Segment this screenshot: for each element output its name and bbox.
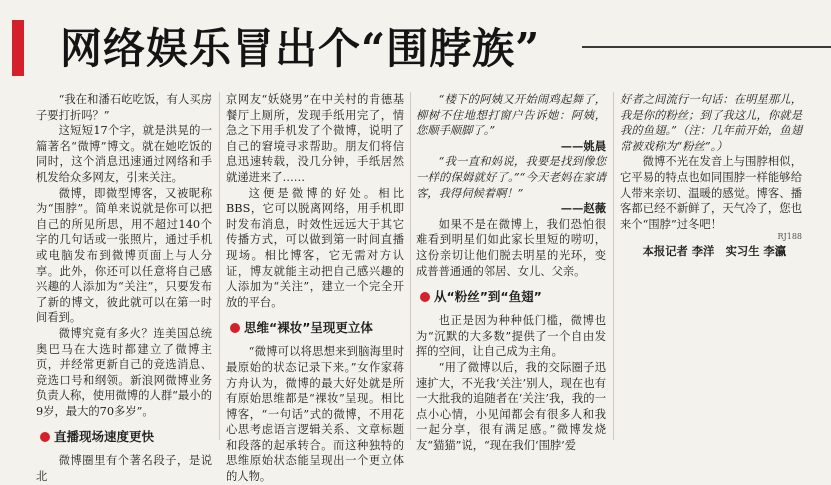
- quote-attribution: ——姚晨: [560, 138, 606, 153]
- paragraph: “微博可以将思想来到脑海里时最原始的状态记录下来。”女作家蒋方舟认为，微博的最大好处就是所有原始思维都是“裸妆”呈现。相比博客，“一句话”式的微博，不用花心思考虑语言逻辑关系、文章标题和段落的起承转合。而这种独特的思维原始状态能呈现出一个更立体的人物。: [226, 345, 404, 484]
- article-code: RJ188: [777, 232, 802, 242]
- quote: “楼下的阿姨又开始闹鸡起舞了，柳树不住地想打窗户告诉她：阿姨，您顺手顺脚了。”: [416, 93, 606, 138]
- subhead-thinking: [230, 319, 404, 337]
- subhead-fans: [420, 288, 606, 306]
- column-2: [226, 92, 404, 484]
- column-divider: [410, 92, 411, 440]
- subhead-live-broadcast: [40, 428, 212, 446]
- paragraph: 微博不光在发音上与围脖相似，它平易的特点也如同围脖一样能够给人带来亲切、温暖的感觉。博客、播客都已经不新鲜了，天气冷了，您也来个“围脖”过冬吧！: [620, 155, 802, 231]
- column-3: [416, 92, 606, 452]
- subhead-text: 从“粉丝”到“鱼翅”: [434, 289, 542, 305]
- paragraph: 如果不是在微博上，我们恐怕很难看到明星们如此家长里短的唠叨，这份亲切让他们脱去明星的光环，变成普普通通的邻居、女儿、父亲。: [416, 217, 606, 278]
- headline: 网络娱乐冒出个“围脖族”: [60, 24, 541, 73]
- paragraph: 微博圈里有个著名段子，是说北: [36, 454, 212, 484]
- paragraph: 这短短17个字，就是洪晃的一篇著名“微博”博文。就在她吃饭的同时，这个消息迅速通过网络和手机发给众多网友，引来关注。: [36, 124, 212, 184]
- column-divider: [219, 92, 220, 440]
- column-4: [620, 92, 802, 442]
- byline: 本报记者 李洋 实习生 李瀛: [642, 244, 787, 259]
- bullet-dot-icon: [40, 432, 50, 442]
- headline-rule: [582, 46, 831, 48]
- column-1: [36, 92, 212, 484]
- paragraph: 京网友“妖娆男”在中关村的肯德基餐厅上厕所，发现手纸用完了，情急之下用手机发了个微博，说明了自己的窘境寻求帮助。朋友们将信息迅速转载，没几分钟，手纸居然就递进来了……: [226, 93, 404, 184]
- paragraph: 好者之间流行一句话：在明星那儿，我是你的粉丝；到了我这儿，你就是我的鱼翅。”（注：几年前开始，鱼翅常被戏称为“粉丝”。）: [620, 93, 802, 153]
- paragraph: 这便是微博的好处。相比BBS，它可以脱离网络，用手机即时发布消息，时效性远远大于其它传播方式，可以做到第一时间直播现场。相比博客，它无需对方认证，博友就能主动把自己感兴趣的人添加为“关注”，建立一个完全开放的平台。: [226, 186, 404, 309]
- bullet-dot-icon: [230, 323, 240, 333]
- paragraph: “我在和潘石屹吃饭，有人买房子要打折吗？”: [36, 93, 212, 122]
- paragraph: “用了微博以后，我的交际圈子迅速扩大，不光我‘关注’别人，现在也有一大批我的追随者在‘关注’我，我的一点小心情，小见闻都会有很多人和我一起分享，很有满足感。”微博发烧友“猫猫”说，“现在我们‘围脖’爱: [416, 360, 606, 452]
- paragraph: 也正是因为种种低门槛，微博也为“沉默的大多数”提供了一个自由发挥的空间，让自己成为主角。: [416, 314, 606, 359]
- paragraph: 微博究竟有多火？连美国总统奥巴马在大选时都建立了微博主页，并经常更新自己的竞选消息、竞选口号和纲领。新浪网微博业务负责人称，使用微博的人群“最小的9岁，最大的70多岁”。: [36, 326, 212, 418]
- subhead-text: 思维“裸妆”呈现更立体: [244, 320, 373, 336]
- subhead-text: 直播现场速度更快: [54, 429, 155, 445]
- column-divider: [613, 92, 614, 440]
- paragraph: 微博，即微型博客，又被昵称为“围脖”。简单来说就是你可以把自己的所见所思，用不超过140个字的几句话或一张照片，通过手机或电脑发布到微博页面上与人分享。此外，你还可以任意将自己感兴趣的人添加为“关注”，只要发布了新的博文，彼此就可以在第一时间看到。: [36, 186, 212, 325]
- bullet-dot-icon: [420, 292, 430, 302]
- quote-attribution: ——赵薇: [560, 201, 606, 216]
- headline-accent-bar: [12, 20, 24, 76]
- quote: “我一直和妈说，我要是找到像您一样的保姆就好了。”“今天老妈在家请客，我得伺候着啊！”: [416, 155, 606, 200]
